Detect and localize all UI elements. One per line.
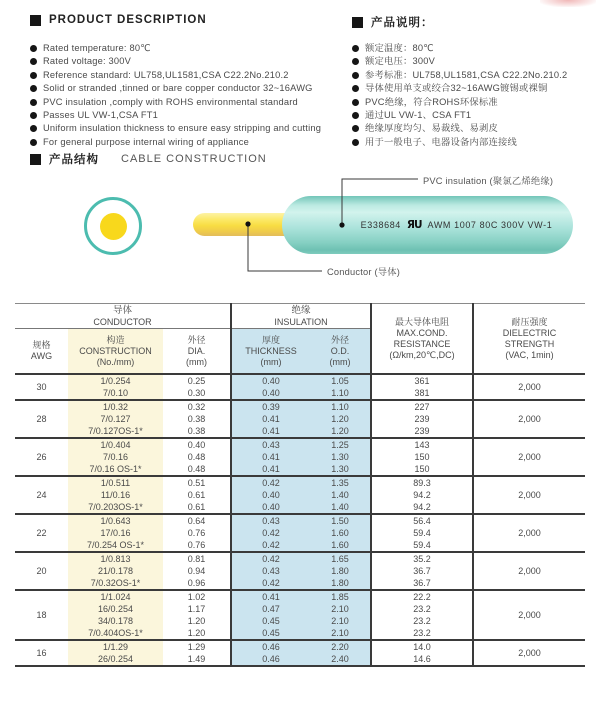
spec-row-awg-22 [15, 514, 585, 552]
cell-od: 1.10 1.20 1.20 [310, 400, 371, 438]
insulation-group-cn: 绝缘 [291, 305, 311, 316]
dia-column-header: 外径 DIA. (mm) [163, 329, 231, 375]
round-bullet-icon [30, 45, 37, 52]
bullet-item [352, 138, 567, 148]
cell-resistance: 35.2 36.7 36.7 [371, 552, 473, 590]
cell-construction: 1/0.511 11/0.16 7/0.203OS-1* [68, 476, 163, 514]
cell-construction: 1/0.404 7/0.16 7/0.16 OS-1* [68, 438, 163, 476]
bullet-item [30, 138, 321, 148]
cell-resistance: 361 381 [371, 374, 473, 400]
spec-row-awg-26 [15, 438, 585, 476]
cell-awg: 20 [15, 552, 68, 590]
cell-construction: 1/0.32 7/0.127 7/0.127OS-1* [68, 400, 163, 438]
dielectric-header-en1: DIELECTRIC [502, 327, 557, 338]
bullet-item [30, 71, 321, 81]
cable-cross-section-diagram [84, 197, 142, 255]
bullet-item-text: 通过UL VW-1、CSA FT1 [365, 109, 472, 120]
cell-resistance: 56.4 59.4 59.4 [371, 514, 473, 552]
round-bullet-icon [30, 125, 37, 132]
thickness-column-header: 厚度 THICKNESS (mm) [231, 329, 310, 375]
bullet-item-text: 额定温度：80℃ [365, 43, 434, 53]
conductor-label: Conductor (导体) [327, 267, 401, 277]
bullet-item [352, 71, 567, 81]
cell-od: 2.20 2.40 [310, 640, 371, 666]
cell-od: 1.35 1.40 1.40 [310, 476, 371, 514]
cell-dia: 0.25 0.30 [163, 374, 231, 400]
spec-table [15, 303, 585, 667]
cell-od: 1.25 1.30 1.30 [310, 438, 371, 476]
bullet-item [30, 84, 321, 94]
bullet-item [30, 44, 321, 54]
resistance-column-header [371, 304, 473, 375]
cell-dia: 0.40 0.48 0.48 [163, 438, 231, 476]
round-bullet-icon [352, 125, 359, 132]
bullet-item-text: 绝缘厚度均匀、易裁线、易剥皮 [365, 123, 498, 134]
bullet-item-text: 导体使用单支或绞合32~16AWG镀锡或裸铜 [365, 83, 548, 94]
bullet-item-text: Rated voltage: 300V [43, 56, 132, 67]
round-bullet-icon [352, 112, 359, 119]
cell-dielectric: 2,000 [473, 400, 585, 438]
conductor-group-cn: 导体 [112, 305, 132, 316]
round-bullet-icon [352, 139, 359, 146]
bullet-item [30, 124, 321, 134]
construction-column-header: 构造 CONSTRUCTION (No./mm) [68, 329, 163, 375]
cell-thickness: 0.43 0.42 0.42 [231, 514, 310, 552]
cable-insulation-diagram [282, 196, 573, 254]
cell-dia: 0.81 0.94 0.96 [163, 552, 231, 590]
bullet-item-text: Reference standard: UL758,UL1581,CSA C22.2No.210.2 [43, 69, 289, 80]
cell-awg: 24 [15, 476, 68, 514]
ul-recognized-icon: ЯU [406, 219, 422, 231]
bullet-item-text: PVC insulation ,comply with ROHS environmental standard [43, 96, 298, 107]
bullet-item-text: Rated temperature: 80℃ [43, 43, 151, 53]
cell-thickness: 0.39 0.41 0.41 [231, 400, 310, 438]
pvc-insulation-label: PVC insulation (聚氯乙烯绝缘) [423, 176, 554, 186]
conductor-group-header [15, 304, 231, 329]
resistance-header-cn: 最大导体电阻 [394, 316, 449, 327]
round-bullet-icon [352, 45, 359, 52]
round-bullet-icon [30, 72, 37, 79]
round-bullet-icon [352, 85, 359, 92]
dielectric-header-cn: 耐压强度 [511, 316, 548, 327]
bullet-item [30, 111, 321, 121]
bullet-item-text: Solid or stranded ,tinned or bare copper conductor 32~16AWG [43, 83, 313, 94]
round-bullet-icon [30, 139, 37, 146]
cell-dielectric: 2,000 [473, 590, 585, 640]
spec-table-body [15, 374, 585, 666]
cell-resistance: 143 150 150 [371, 438, 473, 476]
cell-dia: 0.51 0.61 0.61 [163, 476, 231, 514]
spec-row-awg-18 [15, 590, 585, 640]
cable-rating-text: AWM 1007 80C 300V VW-1 [427, 220, 553, 230]
cell-od: 1.65 1.80 1.80 [310, 552, 371, 590]
cell-construction: 1/1.024 16/0.254 34/0.178 7/0.404OS-1* [68, 590, 163, 640]
bullet-item [352, 57, 567, 67]
cell-resistance: 22.2 23.2 23.2 23.2 [371, 590, 473, 640]
cell-thickness: 0.41 0.47 0.45 0.45 [231, 590, 310, 640]
round-bullet-icon [30, 112, 37, 119]
insulation-group-header [231, 304, 371, 329]
spec-table-head [15, 304, 585, 375]
round-bullet-icon [30, 58, 37, 65]
cell-construction: 1/1.29 26/0.254 [68, 640, 163, 666]
bullet-item [352, 84, 567, 94]
cell-resistance: 227 239 239 [371, 400, 473, 438]
group-header-row [15, 304, 585, 329]
dielectric-header-en2: STRENGTH [504, 338, 555, 349]
spec-row-awg-30 [15, 374, 585, 400]
spec-row-awg-20 [15, 552, 585, 590]
bullet-item [30, 57, 321, 67]
cell-thickness: 0.40 0.40 [231, 374, 310, 400]
bullet-item [352, 98, 567, 108]
cell-awg: 18 [15, 590, 68, 640]
awg-column-header: 规格 AWG [15, 329, 68, 375]
spec-row-awg-24 [15, 476, 585, 514]
product-description-title [30, 14, 207, 26]
cell-awg: 22 [15, 514, 68, 552]
cell-resistance: 89.3 94.2 94.2 [371, 476, 473, 514]
cell-thickness: 0.46 0.46 [231, 640, 310, 666]
square-bullet-icon [352, 17, 363, 28]
product-description-title-text: PRODUCT DESCRIPTION [49, 14, 207, 26]
cell-thickness: 0.43 0.41 0.41 [231, 438, 310, 476]
ul-file-number: E338684 [360, 220, 401, 230]
insulation-group-en: INSULATION [274, 316, 328, 327]
cell-awg: 28 [15, 400, 68, 438]
bullet-item-text: Uniform insulation thickness to ensure easy stripping and cutting [43, 123, 322, 134]
cable-construction-title-cn: 产品结构 [49, 154, 99, 166]
bullet-item-text: 参考标准：UL758,UL1581,CSA C22.2No.210.2 [365, 69, 568, 80]
cell-dia: 0.32 0.38 0.38 [163, 400, 231, 438]
dielectric-header-unit: (VAC, 1min) [505, 349, 554, 360]
cell-thickness: 0.42 0.40 0.40 [231, 476, 310, 514]
cell-dia: 0.64 0.76 0.76 [163, 514, 231, 552]
bullet-item-text: For general purpose internal wiring of appliance [43, 136, 249, 147]
cell-awg: 16 [15, 640, 68, 666]
round-bullet-icon [352, 72, 359, 79]
bullet-item [352, 124, 567, 134]
cell-dielectric: 2,000 [473, 476, 585, 514]
bullet-item [352, 111, 567, 121]
round-bullet-icon [352, 99, 359, 106]
cell-od: 1.05 1.10 [310, 374, 371, 400]
round-bullet-icon [30, 85, 37, 92]
cell-dielectric: 2,000 [473, 374, 585, 400]
cell-construction: 1/0.643 17/0.16 7/0.254 OS-1* [68, 514, 163, 552]
spec-row-awg-16 [15, 640, 585, 666]
product-description-list [30, 44, 321, 148]
cable-construction-title-en: CABLE CONSTRUCTION [121, 153, 267, 165]
cable-construction-title [30, 151, 267, 167]
cell-dia: 1.29 1.49 [163, 640, 231, 666]
bullet-item-text: 额定电压：300V [365, 56, 435, 67]
bullet-item [352, 44, 567, 54]
cable-print-text [361, 219, 553, 231]
dielectric-column-header [473, 304, 585, 375]
cell-thickness: 0.42 0.43 0.42 [231, 552, 310, 590]
cropped-logo-remnant [540, 0, 596, 7]
resistance-header-unit: (Ω/km,20℃,DC) [389, 349, 455, 360]
bullet-item-text: 用于一般电子、电器设备内部连接线 [365, 136, 517, 147]
conductor-group-en: CONDUCTOR [93, 316, 152, 327]
square-bullet-icon [30, 154, 41, 165]
spec-row-awg-28 [15, 400, 585, 438]
bullet-item-text: Passes UL VW-1,CSA FT1 [43, 109, 158, 120]
product-notes-cn-list [352, 44, 567, 148]
cell-resistance: 14.0 14.6 [371, 640, 473, 666]
product-notes-cn-title [352, 14, 434, 30]
od-column-header: 外径 O.D. (mm) [310, 329, 371, 375]
round-bullet-icon [352, 58, 359, 65]
cell-dielectric: 2,000 [473, 438, 585, 476]
resistance-header-en1: MAX.COND. [396, 327, 448, 338]
square-bullet-icon [30, 15, 41, 26]
cell-construction: 1/0.254 7/0.10 [68, 374, 163, 400]
product-notes-cn-title-text: 产品说明： [371, 17, 434, 29]
cell-dia: 1.02 1.17 1.20 1.20 [163, 590, 231, 640]
resistance-header-en2: RESISTANCE [393, 338, 451, 349]
conductor-core-dot [100, 213, 127, 240]
cell-awg: 30 [15, 374, 68, 400]
cell-dielectric: 2,000 [473, 552, 585, 590]
cell-awg: 26 [15, 438, 68, 476]
cell-construction: 1/0.813 21/0.178 7/0.32OS-1* [68, 552, 163, 590]
cell-od: 1.85 2.10 2.10 2.10 [310, 590, 371, 640]
round-bullet-icon [30, 99, 37, 106]
bullet-item [30, 98, 321, 108]
cell-dielectric: 2,000 [473, 514, 585, 552]
cell-dielectric: 2,000 [473, 640, 585, 666]
cell-od: 1.50 1.60 1.60 [310, 514, 371, 552]
bullet-item-text: PVC绝缘，符合ROHS环保标准 [365, 96, 498, 107]
